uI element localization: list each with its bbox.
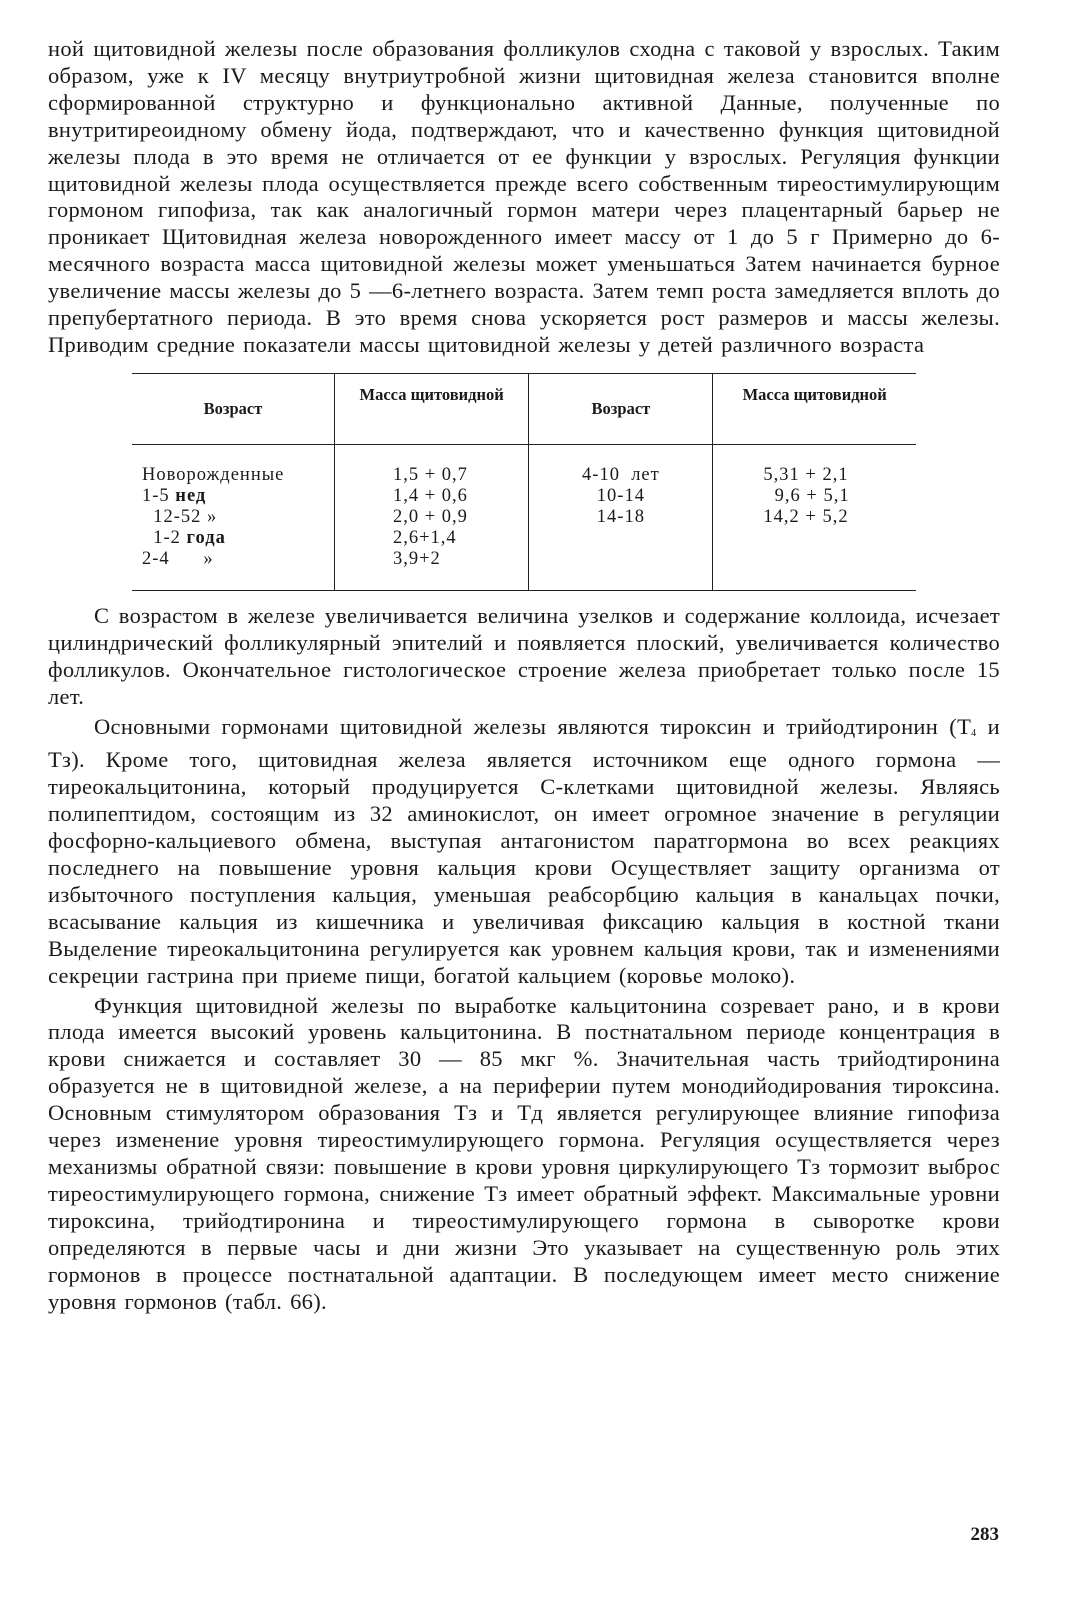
mass-cell: 5,31 + 2,1 [763,464,849,485]
age-cell: 10-14 [596,485,645,506]
age-cell [142,486,326,507]
thyroid-mass-table-wrapper [132,373,916,591]
age-cell [142,528,326,549]
table-header-row [132,373,916,444]
subscript-4: 4 [971,727,977,739]
mass-cell: 2,6+1,4 [392,527,457,548]
header-age-1: Возраст [132,373,334,444]
age-column-1 [132,444,334,590]
paragraph-3-part-a: Основными гормонами щитовидной железы являются тироксин и трийодтиронин (Т [94,713,972,739]
age-unit: нед [175,485,207,506]
age-value: Новорожденные [142,464,285,485]
age-cell: 14-18 [596,506,645,527]
header-age-2: Возраст [529,373,713,444]
page-content [48,36,1000,1315]
age-value: 1-2 [153,527,187,548]
age-unit: » [207,506,218,527]
mass-cell: 14,2 + 5,2 [763,506,849,527]
age-cell [142,465,326,486]
header-mass-1: Масса щитовидной [334,373,528,444]
mass-cell: 1,4 + 0,6 [392,485,468,506]
age-unit: » [203,548,214,569]
mass-cell [763,486,908,507]
paragraph-2: С возрастом в железе увеличивается величина узелков и содержание коллоида, исчезает цилиндрический фолликулярный эпителий и появляется плоский, увеличивается количество фолликулов. Окончательное гистологическое строение железа приобретает только после 15 лет. [48,602,1000,709]
mass-cell: 1,5 + 0,7 [392,464,468,485]
age-unit: года [186,527,226,548]
mass-cell: 2,0 + 0,9 [392,506,468,527]
paragraph-4: Функция щитовидной железы по выработке кальцитонина созревает рано, и в крови плода имеется высокий уровень кальцитонина. В постнатальном периоде концентрация в крови снижается и составляет 30 — 85 мкг %. Значительная часть трийодтиронина образуется не в щитовидной железе, а на периферии путем монодийодирования тироксина. Основным стимулятором образования Тз и Тд является регулирующее влияние гипофиза через изменение уровня тиреостимулирующего гормона. Регуляция осуществляется через механизмы обратной связи: повышение в крови уровня циркулирующего Тз тормозит выброс тиреостимулирующего гормона, снижение Тз имеет обратный эффект. Максимальные уровни тироксина, трийодтиронина и тиреостимулирующего гормона в сыворотке крови определяются в первые часы и дни жизни Это указывает на существенную роль этих гормонов в процессе постнатальной адаптации. В последующем имеет место снижение уровня гормонов (табл. 66). [48,992,1000,1314]
age-value: 1-5 [142,485,176,506]
page-number: 283 [970,1524,999,1545]
age-column-2 [529,444,713,590]
thyroid-mass-table [132,373,916,591]
mass-column-1 [334,444,528,590]
mass-column-2 [713,444,916,590]
age-cell [142,507,326,528]
age-value: 2-4 [142,548,176,569]
age-value: 12-52 [153,506,208,527]
age-cell [142,549,326,570]
table-row [132,444,916,590]
paragraph-1: ной щитовидной железы после образования фолликулов сходна с таковой у взрослых. Таким образом, уже к IV месяцу внутриутробной жизни щитовидная железа становится вполне сформированной структурно и функционально активной Данные, полученные по внутритиреоидному обмену йода, подтверждают, что и качественно функция щитовидной железы плода в это время не отличается от ее функции у взрослых. Регуляция функции щитовидной железы плода осуществляется прежде всего собственным тиреостимулирующим гормоном гипофиза, так как аналогичный гормон матери через плацентарный барьер не проникает Щитовидная железа новорожденного имеет массу от 1 до 5 г Примерно до 6-месячного возраста масса щитовидной железы может уменьшаться Затем начинается бурное увеличение массы железы до 5 —6-летнего возраста. Затем темп роста замедляется вплоть до препубертатного периода. В это время снова ускоряется рост размеров и массы железы. Приводим средние показатели массы щитовидной железы у детей различного возраста [48,36,1000,357]
paragraph-3-part-b: и Тз). Кроме того, щитовидная железа является источником еще одного гормона — тиреокальцитонина, который продуцируется С-клетками щитовидной железы. Являясь полипептидом, состоящим из 32 аминокислот, он имеет огромное значение в регуляции фосфорно-кальциевого обмена, выступая антагонистом паратгормона во всех реакциях последнего на повышение уровня кальция крови Осуществляет защиту организма от избыточного поступления кальция, уменьшая реабсорбцию кальция в канальцах почки, всасывание кальция из кишечника и увеличивая фиксацию кальция в костной ткани Выделение тиреокальцитонина регулируется как уровнем кальция крови, так и изменениями секреции гастрина при приеме пищи, богатой кальцием (коровье молоко). [48,713,1000,988]
mass-value: 9,6 + 5,1 [774,485,850,506]
mass-cell: 3,9+2 [392,548,441,569]
age-cell: 4-10 лет [582,464,660,485]
header-mass-2: Масса щитовидной [713,373,916,444]
paragraph-3 [48,714,1000,990]
